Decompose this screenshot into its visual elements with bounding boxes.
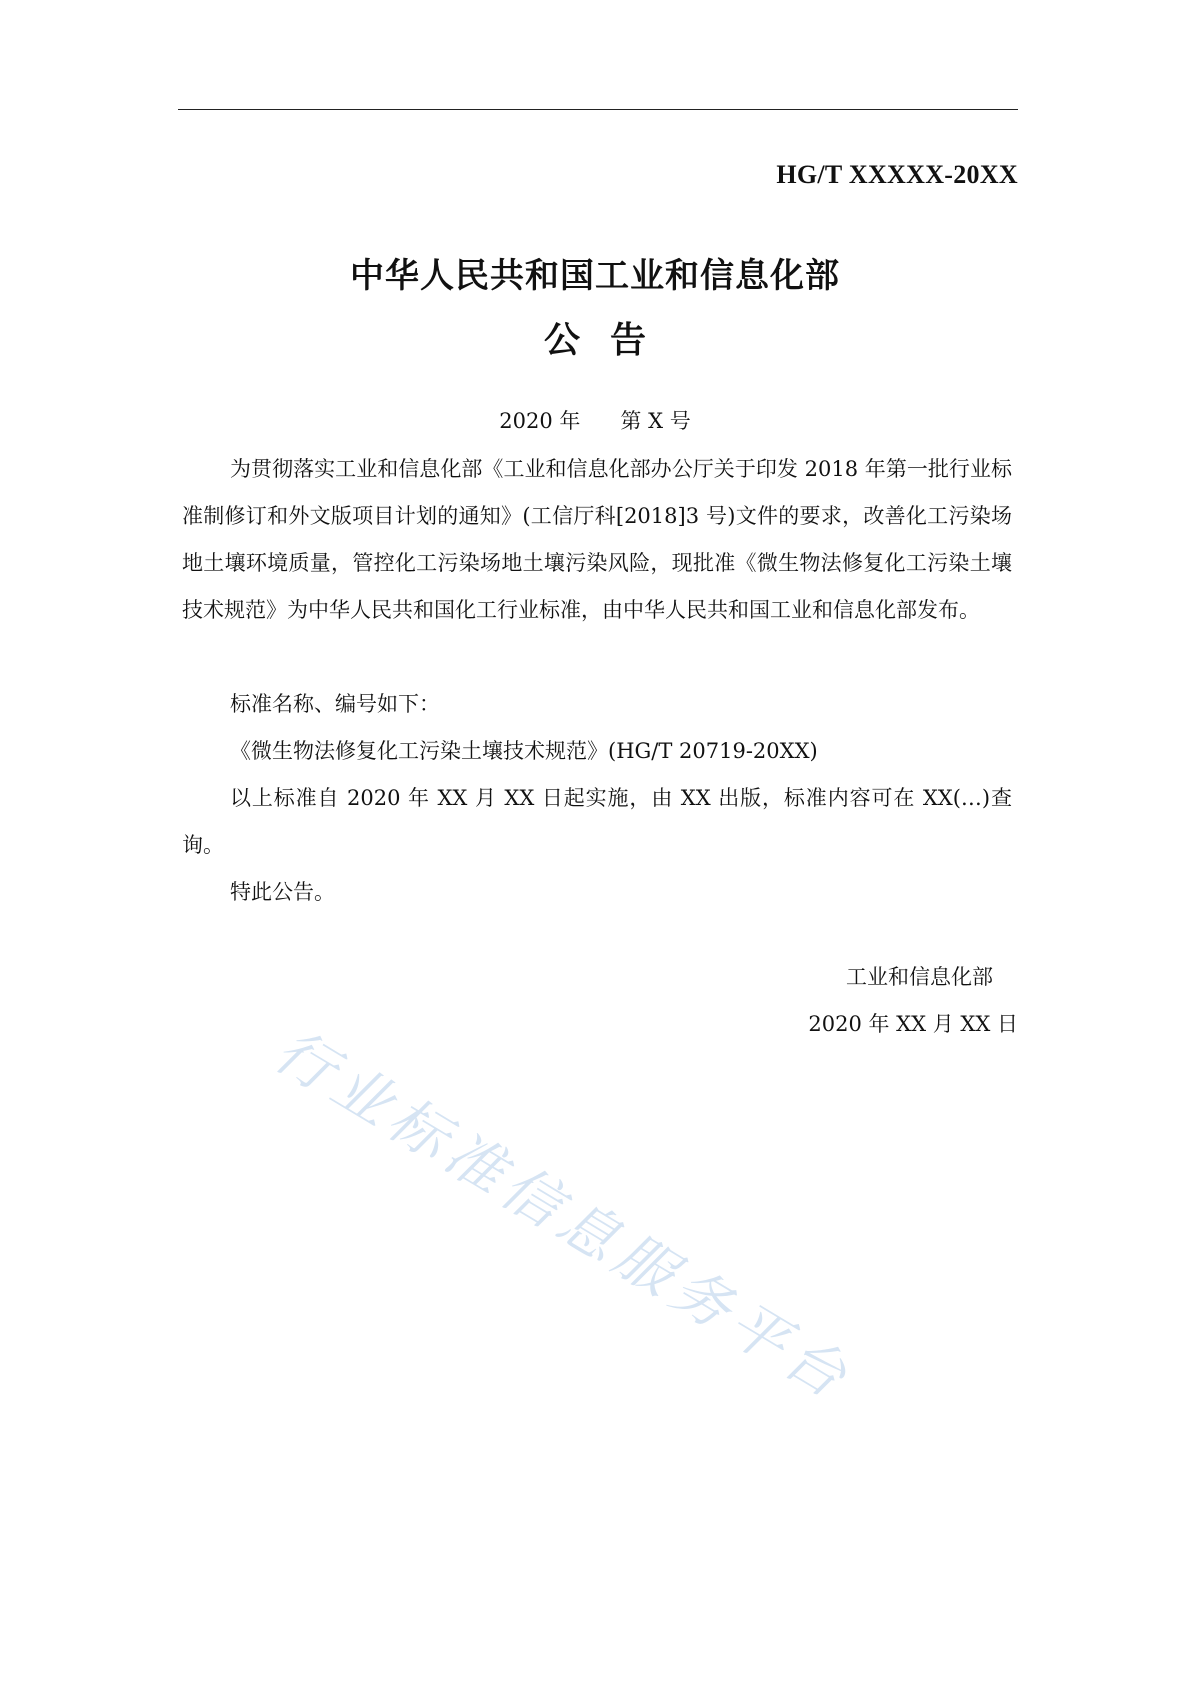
main-paragraph: 为贯彻落实工业和信息化部《工业和信息化部办公厅关于印发 2018 年第一批行业标准制修订和外文版项目计划的通知》(工信厅科[2018]3 号)文件的要求，改善化工污染场地土壤环境质量，管控化工污染场地土壤污染风险，现批准《微生物法修复化工污染土壤技术规范》为中华人民共和国化工行业标准，由中华人民共和国工业和信息化部发布。 xyxy=(182,457,1012,622)
issue-number: 2020 年 第 X 号 xyxy=(499,409,691,433)
watermark: 行业标准信息服务平台 xyxy=(263,1016,865,1415)
closing-line: 特此公告。 xyxy=(230,880,335,904)
standard-code: HG/T XXXXX-20XX xyxy=(776,160,1018,189)
signature-organization: 工业和信息化部 xyxy=(846,965,993,989)
signature-date: 2020 年 XX 月 XX 日 xyxy=(808,1012,1018,1036)
notice-title: 公告 xyxy=(543,320,676,361)
header-rule xyxy=(178,109,1018,110)
ministry-title: 中华人民共和国工业和信息化部 xyxy=(350,256,840,296)
standard-intro: 标准名称、编号如下： xyxy=(230,692,440,716)
standard-title: 《微生物法修复化工污染土壤技术规范》(HG/T 20719-20XX) xyxy=(230,739,818,763)
implementation-paragraph: 以上标准自 2020 年 XX 月 XX 日起实施，由 XX 出版，标准内容可在 XX(…)查询。 xyxy=(182,786,1012,857)
